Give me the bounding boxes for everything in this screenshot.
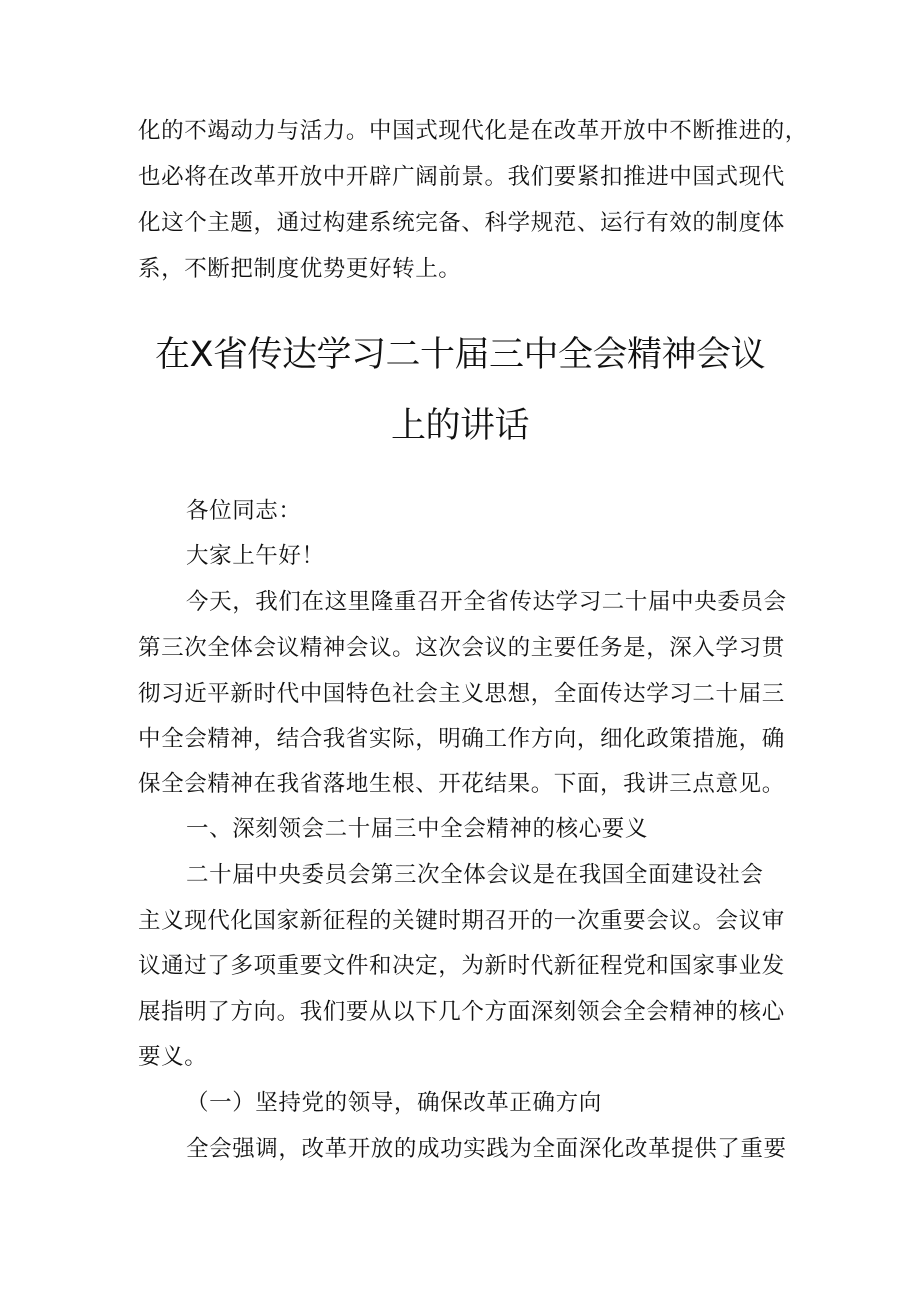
document-title-line-1: 在X省传达学习二十届三中全会精神会议: [155, 335, 765, 375]
section1-line-3: 议通过了多项重要文件和决定，为新时代新征程党和国家事业发: [138, 953, 785, 979]
continuation-line-3: 化这个主题，通过构建系统完备、科学规范、运行有效的制度体: [138, 210, 785, 236]
intro-line-4: 中全会精神，结合我省实际，明确工作方向，细化政策措施，确: [138, 726, 785, 752]
continuation-line-1: 化的不竭动力与活力。中国式现代化是在改革开放中不断推进的，: [138, 118, 808, 144]
section1-line-4: 展指明了方向。我们要从以下几个方面深刻领会全会精神的核心: [138, 999, 785, 1025]
section1-line-1: 二十届中央委员会第三次全体会议是在我国全面建设社会: [186, 862, 764, 888]
salutation: 各位同志：: [186, 498, 302, 524]
intro-line-3: 彻习近平新时代中国特色社会主义思想，全面传达学习二十届三: [138, 681, 785, 707]
section1-line-5: 要义。: [138, 1044, 208, 1070]
sub1-line-1: 全会强调，改革开放的成功实践为全面深化改革提供了重要: [186, 1136, 787, 1162]
section-heading-1: 一、深刻领会二十届三中全会精神的核心要义: [186, 816, 649, 842]
intro-line-5: 保全会精神在我省落地生根、开花结果。下面，我讲三点意见。: [138, 771, 785, 797]
subheading-1: （一）坚持党的领导，确保改革正确方向: [186, 1090, 602, 1116]
section1-line-2: 主义现代化国家新征程的关键时期召开的一次重要会议。会议审: [138, 908, 785, 934]
intro-line-1: 今天，我们在这里隆重召开全省传达学习二十届中央委员会: [186, 589, 787, 615]
document-title-line-2: 上的讲话: [390, 406, 529, 446]
continuation-line-4: 系，不断把制度优势更好转上。: [138, 256, 462, 282]
intro-line-2: 第三次全体会议精神会议。这次会议的主要任务是，深入学习贯: [138, 635, 785, 661]
greeting: 大家上午好！: [186, 543, 325, 569]
continuation-line-2: 也必将在改革开放中开辟广阔前景。我们要紧扣推进中国式现代: [138, 164, 785, 190]
